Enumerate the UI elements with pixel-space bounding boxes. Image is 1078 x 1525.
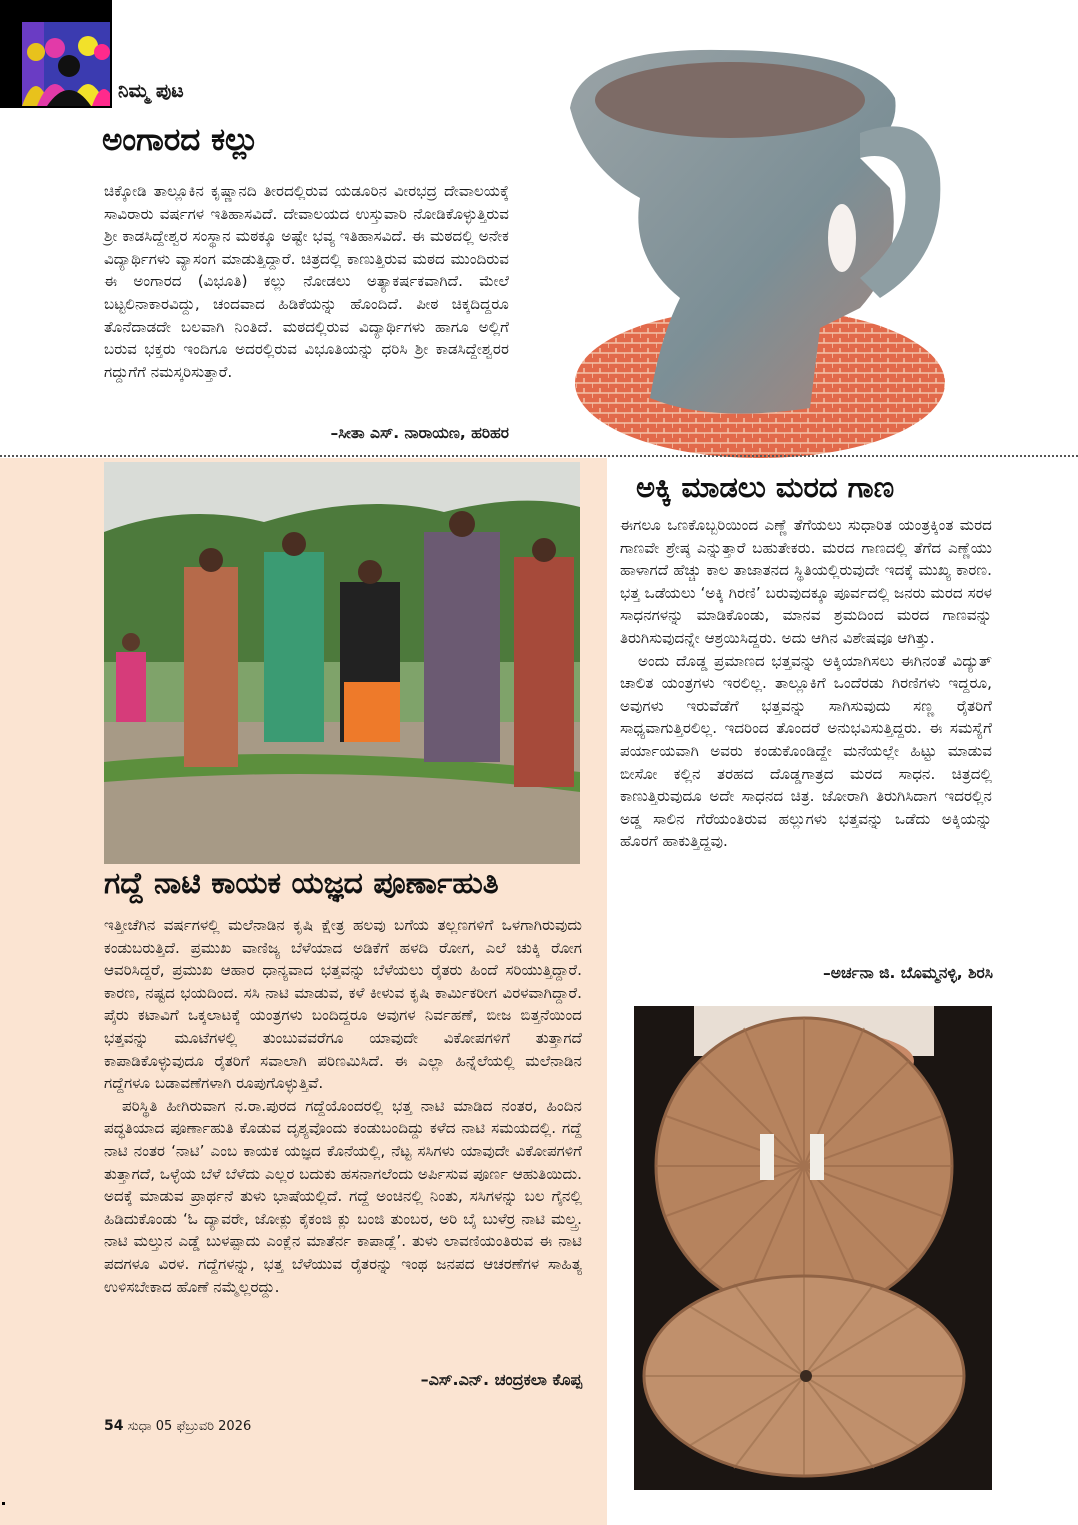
corner-mark xyxy=(2,1502,5,1505)
article1-title: ಅಂಗಾರದ ಕಲ್ಲು xyxy=(102,122,259,158)
article3-paragraph: ಈಗಲೂ ಒಣಕೊಬ್ಬರಿಯಿಂದ ಎಣ್ಣೆ ತೆಗೆಯಲು ಸುಧಾರಿತ ಯಂತ್ರಕ್ಕಿಂತ ಮರದ ಗಾಣವೇ ಶ್ರೇಷ್ಠ ಎನ್ನುತ್ತಾರೆ ಬಹುತೇಕರು. ಮರದ ಗಾಣದಲ್ಲಿ ತೆಗೆದ ಎಣ್ಣೆಯು ಹಾಳಾಗದೆ ಹೆಚ್ಚು ಕಾಲ ತಾಜಾತನದ ಸ್ಥಿತಿಯಲ್ಲಿರುವುದೇ ಇದಕ್ಕೆ ಮುಖ್ಯ ಕಾರಣ. ಭತ್ತ ಒಡೆಯಲು ‘ಅಕ್ಕಿ ಗಿರಣಿ’ ಬರುವುದಕ್ಕೂ ಪೂರ್ವದಲ್ಲಿ ಜನರು ಮರದ ಸರಳ ಸಾಧನಗಳನ್ನು ಮಾಡಿಕೊಂಡು, ಮಾನವ ಶ್ರಮದಿಂದ ಮರದ ಗಾಣವನ್ನು ತಿರುಗಿಸುವುದನ್ನೇ ಆಶ್ರಯಿಸಿದ್ದರು. ಅದು ಆಗಿನ ವಿಶೇಷವೂ ಆಗಿತ್ತು. xyxy=(620,516,992,647)
article2-byline: –ಎಸ್.ಎನ್. ಚಂದ್ರಕಲಾ ಕೊಪ್ಪ xyxy=(420,1370,582,1389)
article1-paragraph: ಚಿಕ್ಕೋಡಿ ತಾಲ್ಲೂಕಿನ ಕೃಷ್ಣಾನದಿ ತೀರದಲ್ಲಿರುವ ಯಡೂರಿನ ವೀರಭದ್ರ ದೇವಾಲಯಕ್ಕೆ ಸಾವಿರಾರು ವರ್ಷಗಳ ಇತಿಹಾಸವಿದೆ. ದೇವಾಲಯದ ಉಸ್ತುವಾರಿ ನೋಡಿಕೊಳ್ಳುತ್ತಿರುವ ಶ್ರೀ ಕಾಡಸಿದ್ದೇಶ್ವರ ಸಂಸ್ಥಾನ ಮಠಕ್ಕೂ ಅಷ್ಟೇ ಭವ್ಯ ಇತಿಹಾಸವಿದೆ. ಈ ಮಠದಲ್ಲಿ ಅನೇಕ ವಿದ್ಯಾರ್ಥಿಗಳು ವ್ಯಾಸಂಗ ಮಾಡುತ್ತಿದ್ದಾರೆ. ಚಿತ್ರದಲ್ಲಿ ಕಾಣುತ್ತಿರುವ ಮಠದ ಮುಂದಿರುವ ಈ ಅಂಗಾರದ (ವಿಭೂತಿ) ಕಲ್ಲು ನೋಡಲು ಅತ್ಯಾಕರ್ಷಕವಾಗಿದೆ. ಮೇಲೆ ಬಟ್ಟಲಿನಾಕಾರವಿದ್ದು, ಚಂದವಾದ ಹಿಡಿಕೆಯನ್ನು ಹೊಂದಿದೆ. ಪೀಠ ಚಿಕ್ಕದಿದ್ದರೂ ತೊನೆದಾಡದೇ ಬಲವಾಗಿ ನಿಂತಿದೆ. ಮಠದಲ್ಲಿರುವ ವಿದ್ಯಾರ್ಥಿಗಳು ಹಾಗೂ ಅಲ್ಲಿಗೆ ಬರುವ ಭಕ್ತರು ಇಂದಿಗೂ ಅದರಲ್ಲಿರುವ ವಿಭೂತಿಯನ್ನು ಧರಿಸಿ ಶ್ರೀ ಕಾಡಸಿದ್ದೇಶ್ವರರ ಗದ್ದುಗೆಗೆ ನಮಸ್ಕರಿಸುತ್ತಾರೆ. xyxy=(104,182,509,381)
article3-byline: –ಅರ್ಚನಾ ಜಿ. ಬೊಮ್ಮನಳ್ಳಿ, ಶಿರಸಿ xyxy=(823,964,993,982)
wooden-mill-photo xyxy=(634,1006,992,1490)
article3-title: ಅಕ್ಕಿ ಮಾಡಲು ಮರದ ಗಾಣ xyxy=(636,470,895,504)
article3-body xyxy=(620,514,992,853)
article2-title: ಗದ್ದೆ ನಾಟಿ ಕಾಯಕ ಯಜ್ಞದ ಪೂರ್ಣಾಹುತಿ xyxy=(104,866,499,901)
crowd-icon xyxy=(22,22,110,106)
footer-text: ಸುಧಾ 05 ಫೆಬ್ರುವರಿ 2026 xyxy=(127,1419,252,1434)
article2-paragraph: ಇತ್ತೀಚೆಗಿನ ವರ್ಷಗಳಲ್ಲಿ ಮಲೆನಾಡಿನ ಕೃಷಿ ಕ್ಷೇತ್ರ ಹಲವು ಬಗೆಯ ತಲ್ಲಣಗಳಿಗೆ ಒಳಗಾಗಿರುವುದು ಕಂಡುಬರುತ್ತಿದೆ. ಪ್ರಮುಖ ವಾಣಿಜ್ಯ ಬೆಳೆಯಾದ ಅಡಿಕೆಗೆ ಹಳದಿ ರೋಗ, ಎಲೆ ಚುಕ್ಕಿ ರೋಗ ಆವರಿಸಿದ್ದರೆ, ಪ್ರಮುಖ ಆಹಾರ ಧಾನ್ಯವಾದ ಭತ್ತವನ್ನು ಬೆಳೆಯಲು ರೈತರು ಹಿಂದೆ ಸರಿಯುತ್ತಿದ್ದಾರೆ. ಕಾರಣ, ನಷ್ಟದ ಭಯದಿಂದ. ಸಸಿ ನಾಟಿ ಮಾಡುವ, ಕಳೆ ಕೀಳುವ ಕೃಷಿ ಕಾರ್ಮಿಕರೀಗ ವಿರಳವಾಗಿದ್ದಾರೆ. ಪೈರು ಕಟಾವಿಗೆ ಒಕ್ಕಲಾಟಕ್ಕೆ ಯಂತ್ರಗಳು ಬಂದಿದ್ದರೂ ಅವುಗಳ ನಿರ್ವಹಣೆ, ಬೀಜ ಬಿತ್ತನೆಯಿಂದ ಭತ್ತವನ್ನು ಮೂಟೆಗಳಲ್ಲಿ ತುಂಬುವವರೆಗೂ ಯಾವುದೇ ವಿಕೋಪಗಳಿಗೆ ತುತ್ತಾಗದೆ ಕಾಪಾಡಿಕೊಳ್ಳುವುದೂ ರೈತರಿಗೆ ಸವಾಲಾಗಿ ಪರಿಣಮಿಸಿದೆ. ಈ ಎಲ್ಲಾ ಹಿನ್ನೆಲೆಯಲ್ಲಿ ಮಲೆನಾಡಿನ ಗದ್ದೆಗಳೂ ಬಡಾವಣೆಗಳಾಗಿ ರೂಪುಗೊಳ್ಳುತ್ತಿವೆ. xyxy=(104,916,582,1093)
paddy-field-photo xyxy=(104,462,580,864)
article2-paragraph: ಪರಿಸ್ಥಿತಿ ಹೀಗಿರುವಾಗ ನ.ರಾ.ಪುರದ ಗದ್ದೆಯೊಂದರಲ್ಲಿ ಭತ್ತ ನಾಟಿ ಮಾಡಿದ ನಂತರ, ಹಿಂದಿನ ಪದ್ಧತಿಯಾದ ಪೂರ್ಣಾಹುತಿ ಕೊಡುವ ದೃಶ್ಯವೊಂದು ಕಂಡುಬಂದಿದ್ದು ಕಳೆದ ನಾಟಿ ಸಮಯದಲ್ಲಿ. ಗದ್ದೆ ನಾಟಿ ನಂತರ ‘ನಾಟಿ’ ಎಂಬ ಕಾಯಕ ಯಜ್ಞದ ಕೊನೆಯಲ್ಲಿ, ನೆಟ್ಟ ಸಸಿಗಳು ಯಾವುದೇ ವಿಕೋಪಗಳಿಗೆ ತುತ್ತಾಗದೆ, ಒಳ್ಳೆಯ ಬೆಳೆ ಬೆಳೆದು ಎಲ್ಲರ ಬದುಕು ಹಸನಾಗಲೆಂದು ಅರ್ಪಿಸುವ ಪೂರ್ಣ ಆಹುತಿಯಿದು. ಅದಕ್ಕೆ ಮಾಡುವ ಪ್ರಾರ್ಥನೆ ತುಳು ಭಾಷೆಯಲ್ಲಿದೆ. ಗದ್ದೆ ಅಂಚಿನಲ್ಲಿ ನಿಂತು, ಸಸಿಗಳನ್ನು ಬಲ ಗೈನಲ್ಲಿ ಹಿಡಿದುಕೊಂಡು ‘ಓ ದ್ಯಾವರೇ, ಜೋಕ್ಲು ಕೈಕಂಜಿ ಕ್ಲು ಬಂಜಿ ತುಂಬರ, ಅರಿ ಬೈ ಬುಳೆರ್ರ ನಾಟಿ ಮಲ್ತ್ರ. ನಾಟಿ ಮಲ್ತುನ ಎಡ್ಡೆ ಬುಳಪ್ಪಾದು ಎಂಕ್ಲೆನ ಮಾತೆರ್ನ ಕಾಪಾಡ್ಲೆ’. ತುಳು ಲಾವಣಿಯಂತಿರುವ ಈ ನಾಟಿ ಪದಗಳೂ ವಿರಳ. ಗದ್ದೆಗಳನ್ನು, ಭತ್ತ ಬೆಳೆಯುವ ರೈತರನ್ನು ಇಂಥ ಜನಪದ ಆಚರಣೆಗಳ ಸಾಹಿತ್ಯ ಉಳಿಸಬೇಕಾದ ಹೊಣೆ ನಮ್ಮೆಲ್ಲರದ್ದು. xyxy=(104,1096,582,1296)
article1-byline: –ಸೀತಾ ಎಸ್. ನಾರಾಯಣ, ಹರಿಹರ xyxy=(330,424,509,442)
section-logo xyxy=(0,0,112,108)
section-divider xyxy=(0,455,1078,457)
article3-paragraph: ಅಂದು ದೊಡ್ಡ ಪ್ರಮಾಣದ ಭತ್ತವನ್ನು ಅಕ್ಕಿಯಾಗಿಸಲು ಈಗಿನಂತೆ ವಿದ್ಯುತ್ ಚಾಲಿತ ಯಂತ್ರಗಳು ಇರಲಿಲ್ಲ. ತಾಲ್ಲೂಕಿಗೆ ಒಂದೆರಡು ಗಿರಣಿಗಳು ಇದ್ದರೂ, ಅವುಗಳು ಇರುವೆಡೆಗೆ ಭತ್ತವನ್ನು ಸಾಗಿಸುವುದು ಸಣ್ಣ ರೈತರಿಗೆ ಸಾಧ್ಯವಾಗುತ್ತಿರಲಿಲ್ಲ. ಇದರಿಂದ ತೊಂದರೆ ಅನುಭವಿಸುತ್ತಿದ್ದರು. ಈ ಸಮಸ್ಯೆಗೆ ಪರ್ಯಾಯವಾಗಿ ಅವರು ಕಂಡುಕೊಂಡಿದ್ದೇ ಮನೆಯಲ್ಲೇ ಹಿಟ್ಟು ಮಾಡುವ ಬೀಸೋ ಕಲ್ಲಿನ ತರಹದ ದೊಡ್ಡಗಾತ್ರದ ಮರದ ಸಾಧನ. ಚಿತ್ರದಲ್ಲಿ ಕಾಣುತ್ತಿರುವುದೂ ಅದೇ ಸಾಧನದ ಚಿತ್ರ. ಜೋರಾಗಿ ತಿರುಗಿಸಿದಾಗ ಇದರಲ್ಲಿನ ಅಡ್ಡ ಸಾಲಿನ ಗೆರೆಯಂತಿರುವ ಹಲ್ಲುಗಳು ಭತ್ತವನ್ನು ಒಡೆದು ಅಕ್ಕಿಯನ್ನು ಹೊರಗೆ ಹಾಕುತ್ತಿದ್ದವು. xyxy=(620,651,992,851)
section-tag: ನಿಮ್ಮ ಪುಟ xyxy=(118,80,184,102)
page-footer xyxy=(104,1418,251,1434)
page-number: 54 xyxy=(104,1418,124,1434)
stone-bowl-photo xyxy=(560,38,960,458)
article1-body xyxy=(104,180,509,383)
article2-body xyxy=(104,914,582,1298)
